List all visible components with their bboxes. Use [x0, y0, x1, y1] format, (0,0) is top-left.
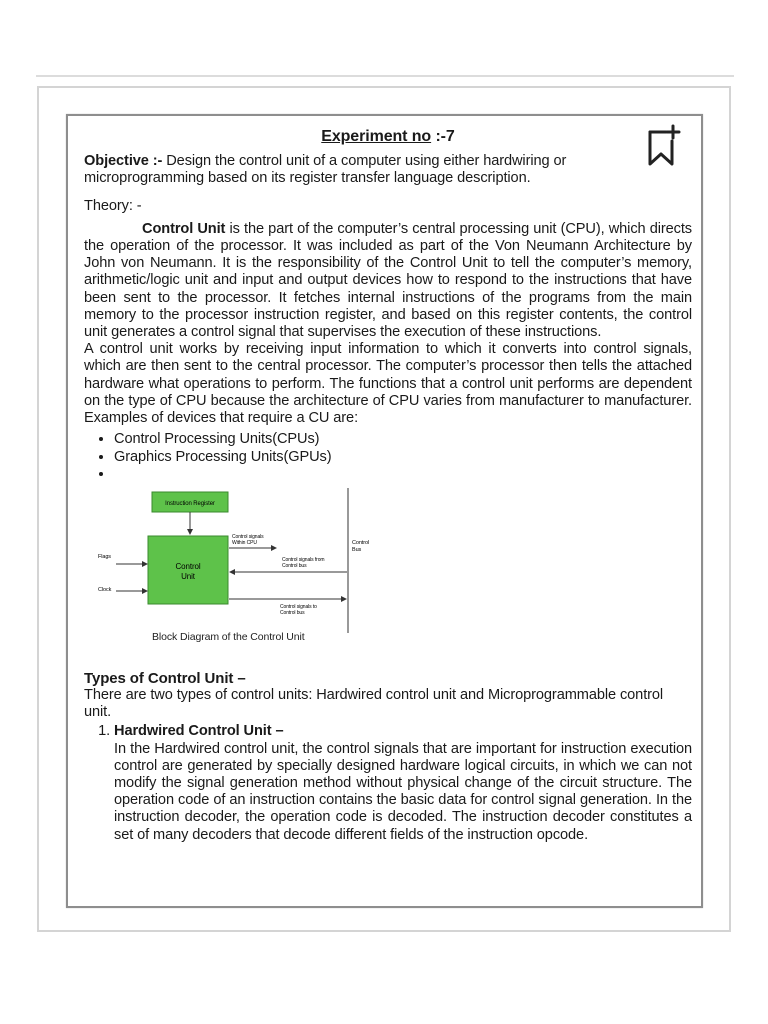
types-list [84, 723, 692, 843]
objective-text: Design the control unit of a computer using either hardwiring or microprogramming based on its register transfer language description. [84, 153, 567, 187]
document-content [84, 124, 692, 844]
to-bus-label-2: Control bus [280, 609, 305, 616]
list-item: • Control Processing Units(CPUs) [114, 431, 692, 449]
block-diagram-svg [86, 488, 370, 648]
types-text: There are two types of control units: Hardwired control unit and Microprogrammable control unit. [84, 686, 664, 721]
control-unit-label-2: Unit [181, 571, 195, 581]
device-list [84, 431, 692, 484]
to-bus-label-1: Control signals to [280, 603, 317, 610]
experiment-title [84, 128, 692, 145]
objective-label: Objective :- [84, 153, 163, 170]
instruction-register-label: Instruction Register [165, 500, 215, 507]
paragraph-control-unit [84, 221, 692, 341]
hardwired-title: Hardwired Control Unit – [114, 723, 284, 740]
top-divider [36, 75, 734, 77]
objective [84, 153, 632, 187]
list-item [114, 466, 692, 484]
within-cpu-label-2: Within CPU [232, 539, 257, 546]
control-bus-label-1: Control [352, 539, 370, 546]
hardwired-text: In the Hardwired control unit, the control signals that are important for instruction execution control are generated by specially designed hardware logical circuits, in which we can not modify the signal generation method without physical change of the circuit structure. The operation code of an instruction contains the basic data for control signal generation. In the instruction decoder, the operation code is decoded. The instruction decoder constitutes a set of many decoders that decode different fields of the instruction opcode. [114, 740, 692, 843]
from-bus-label-1: Control signals from [282, 556, 325, 563]
types-title: Types of Control Unit – [84, 669, 246, 687]
para1-text: is the part of the computer’s central processing unit (CPU), which directs the operation of the processor. It was included as part of the Von Neumann Architecture by John von Neumann. It is the responsibility of the Control Unit to tell the computer’s memory, arithmetic/logic unit and input and output devices how to respond to the instructions that have been sent to the processor. It fetches internal instructions of the programs from the main memory to the processor instruction register, and based on this register contents, the control unit generates a control signal that supervises the execution of these instructions. [84, 220, 692, 341]
theory-label: Theory: - [84, 197, 142, 214]
title-main: Experiment no [321, 128, 432, 145]
block-diagram [86, 488, 370, 648]
control-unit-label-1: Control [175, 561, 201, 571]
clock-label: Clock [98, 586, 112, 593]
para1-lead: Control Unit [142, 220, 226, 237]
paragraph-how-it-works: A control unit works by receiving input information to which it converts into control signals, which are then sent to the central processor. The computer’s processor then tells the attached hardware what operations to perform. The functions that a control unit performs are dependent on the type of CPU because the architecture of CPU varies from manufacturer to manufacturer. Examples of devices that require a CU are: [84, 341, 692, 427]
list-item: • Graphics Processing Units(GPUs) [114, 449, 692, 467]
control-bus-label-2: Bus [352, 546, 362, 553]
flags-label: Flags [98, 553, 111, 560]
within-cpu-label-1: Control signals [232, 533, 264, 540]
from-bus-label-2: Control bus [282, 562, 307, 569]
list-item [114, 723, 692, 843]
title-suffix: :-7 [431, 128, 455, 145]
diagram-caption: Block Diagram of the Control Unit [152, 630, 305, 643]
